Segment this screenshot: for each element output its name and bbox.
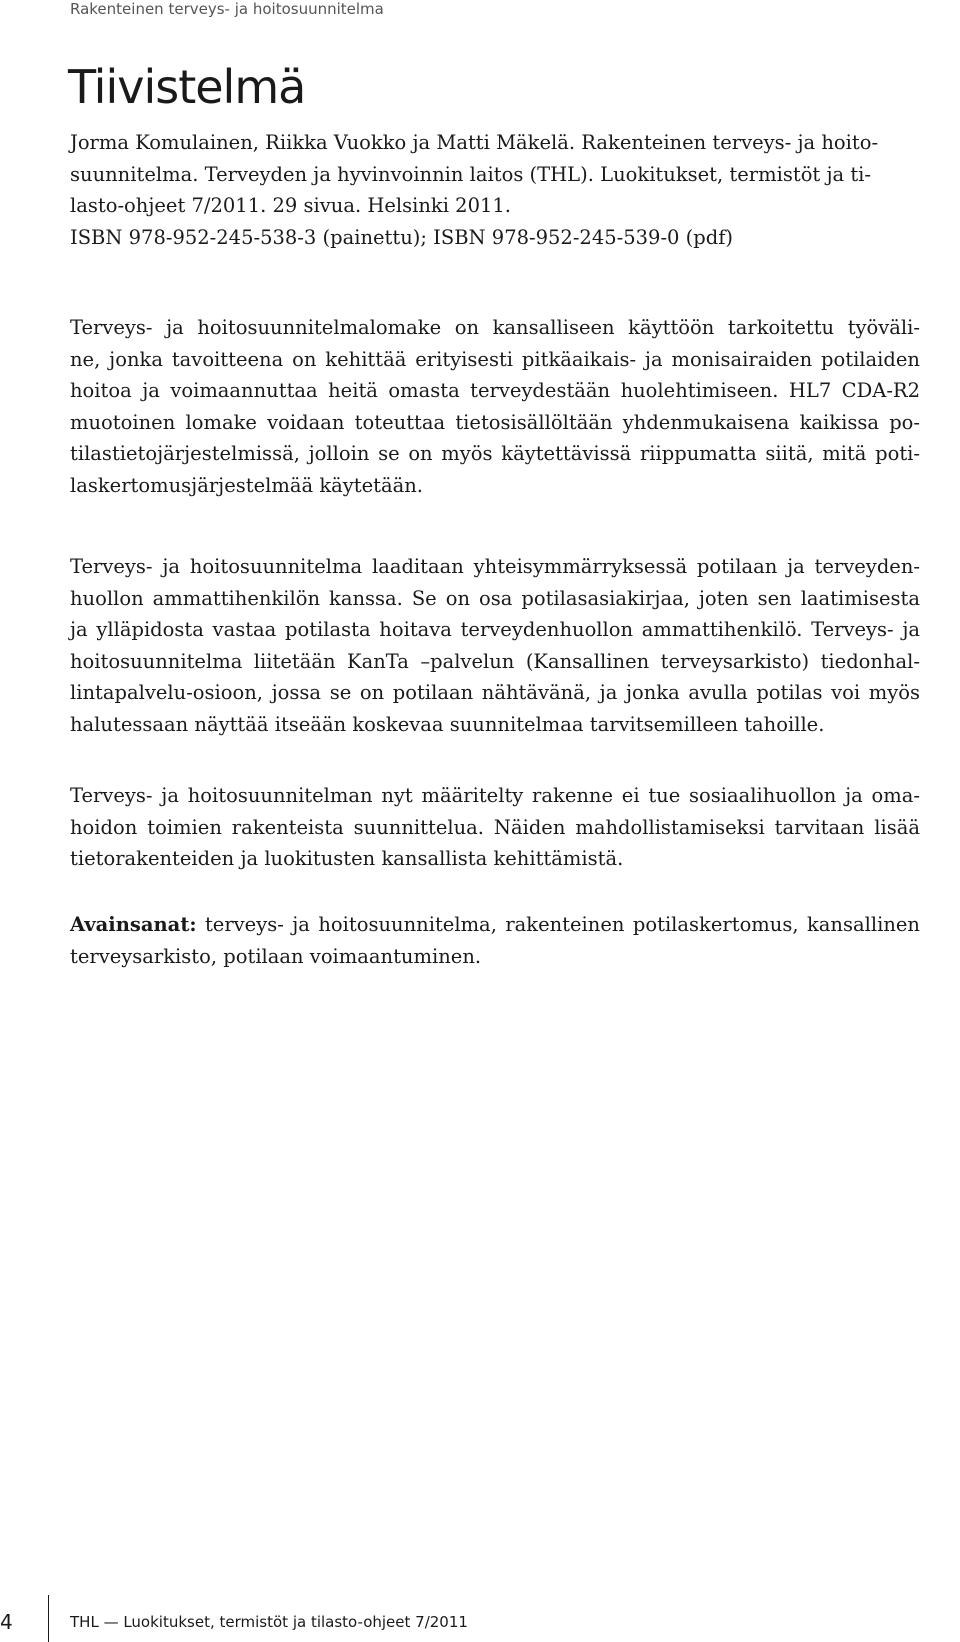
- keywords-line: terveysarkisto, potilaan voimaantuminen.: [70, 944, 482, 968]
- keywords-text: terveys- ja hoitosuunnitelma, rakenteinen potilaskertomus, kansallinen: [196, 913, 920, 936]
- paragraph-line: ne, jonka tavoitteena on kehittää erityisesti pitkäaikais- ja monisairaiden potilaiden: [70, 347, 920, 371]
- paragraph-line: huollon ammattihenkilön kanssa. Se on osa potilasasiakirjaa, joten sen laatimisesta: [70, 586, 920, 610]
- paragraph-line: halutessaan näyttää itseään koskevaa suunnitelmaa tarvitsemilleen tahoille.: [70, 712, 825, 736]
- paragraph-line: lintapalvelu-osioon, jossa se on potilaan nähtävänä, ja jonka avulla potilas voi myös: [70, 681, 920, 704]
- paragraph-line: hoitosuunnitelma liitetään KanTa –palvelun (Kansallinen terveysarkisto) tiedonhal-: [70, 649, 920, 673]
- running-header: Rakenteinen terveys- ja hoitosuunnitelma: [70, 0, 384, 18]
- citation-line: lasto-ohjeet 7/2011. 29 sivua. Helsinki 2011.: [70, 194, 512, 217]
- page-title: Tiivistelmä: [68, 60, 306, 114]
- paragraph-line: Terveys- ja hoitosuunnitelmalomake on kansalliseen käyttöön tarkoitettu työväli-: [70, 316, 920, 339]
- footer-divider: [48, 1595, 49, 1642]
- abstract-paragraph-1: [70, 312, 920, 501]
- paragraph-line: laskertomusjärjestelmää käytetään.: [70, 473, 423, 497]
- paragraph-line: Terveys- ja hoitosuunnitelma laaditaan yhteisymmärryksessä potilaan ja terveyden-: [70, 555, 920, 578]
- isbn-line: ISBN 978-952-245-538-3 (painettu); ISBN 978-952-245-539-0 (pdf): [70, 225, 734, 249]
- page-number: 4: [0, 1610, 13, 1634]
- keywords-line: [70, 909, 920, 941]
- paragraph-line: hoitoa ja voimaannuttaa heitä omasta terveydestään huolehtimiseen. HL7 CDA-R2: [70, 379, 920, 402]
- keywords-label: Avainsanat:: [70, 913, 197, 936]
- paragraph-line: tilastietojärjestelmissä, jolloin se on myös käytettävissä riippumatta siitä, mitä poti-: [70, 442, 920, 465]
- abstract-paragraph-2: [70, 551, 920, 740]
- citation-line: suunnitelma. Terveyden ja hyvinvoinnin laitos (THL). Luokitukset, termistöt ja ti-: [70, 162, 871, 186]
- paragraph-line: tietorakenteiden ja luokitusten kansallista kehittämistä.: [70, 847, 624, 870]
- paragraph-line: hoidon toimien rakenteista suunnittelua. Näiden mahdollistamiseksi tarvitaan lisää: [70, 815, 920, 839]
- abstract-paragraph-3: [70, 780, 920, 875]
- paragraph-line: muotoinen lomake voidaan toteuttaa tietosisällöltään yhdenmukaisena kaikissa po-: [70, 410, 920, 434]
- paragraph-line: Terveys- ja hoitosuunnitelman nyt määritelty rakenne ei tue sosiaalihuollon ja oma-: [70, 784, 920, 807]
- citation-block: [70, 127, 920, 253]
- citation-line: Jorma Komulainen, Riikka Vuokko ja Matti Mäkelä. Rakenteinen terveys- ja hoito-: [70, 131, 879, 154]
- footer-publication: THL — Luokitukset, termistöt ja tilasto-ohjeet 7/2011: [70, 1613, 468, 1631]
- keywords-block: [70, 909, 920, 972]
- paragraph-line: ja ylläpidosta vastaa potilasta hoitava terveydenhuollon ammattihenkilö. Terveys- ja: [70, 618, 920, 641]
